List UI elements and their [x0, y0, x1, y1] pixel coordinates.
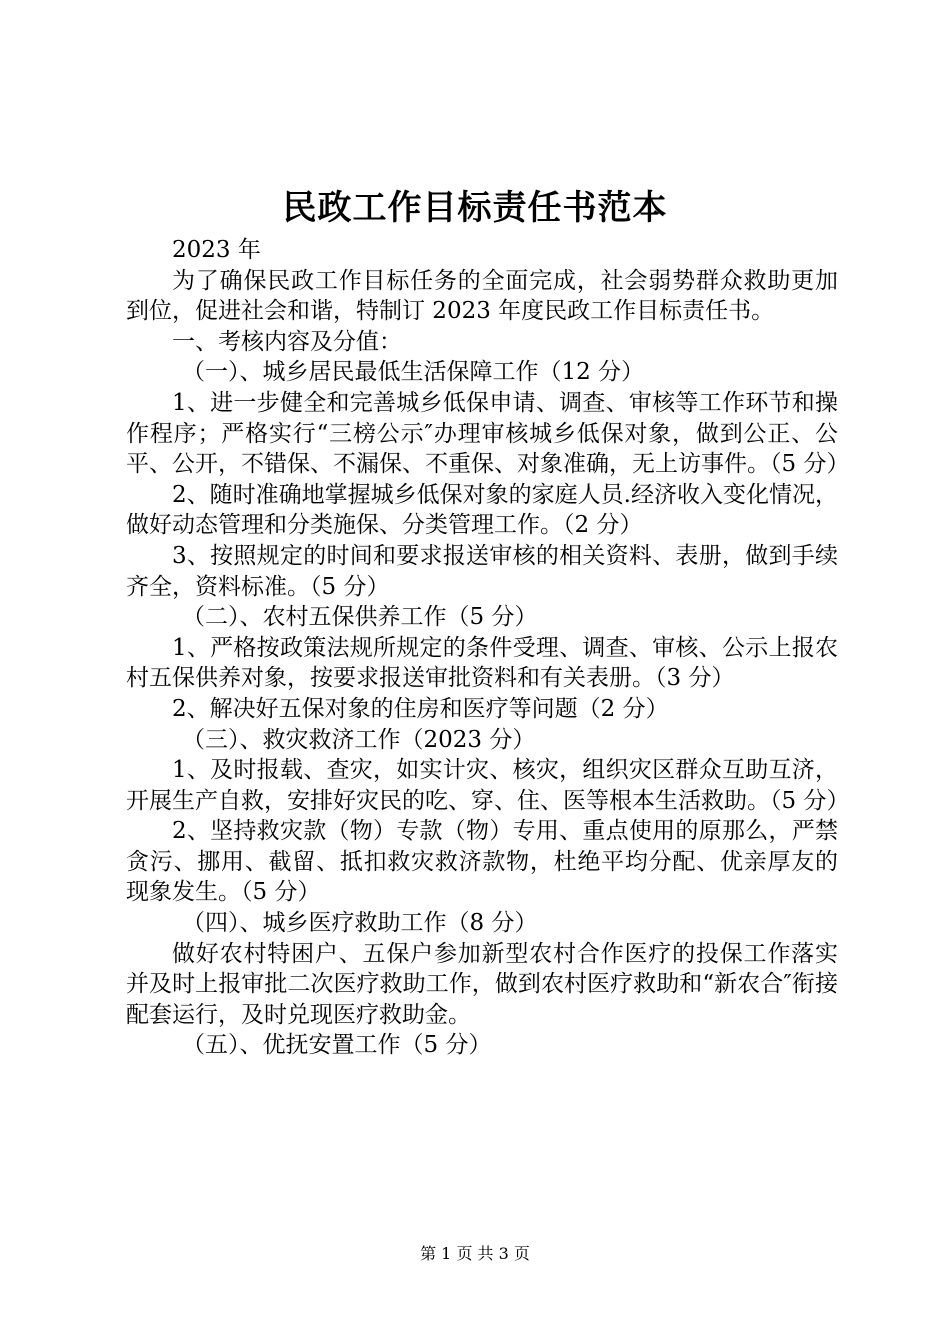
paragraph-item: 1、进一步健全和完善城乡低保申请、调查、审核等工作环节和操作程序；严格实行“三榜公示″办理审核城乡低保对象，做到公正、公平、公开，不错保、不漏保、不重保、对象准确，无上访事件。（5 分）: [126, 389, 850, 478]
paragraph-item: 3、按照规定的时间和要求报送审核的相关资料、表册，做到手续齐全，资料标准。（5 分）: [126, 542, 838, 600]
paragraph-intro: 为了确保民政工作目标任务的全面完成，社会弱势群众救助更加到位，促进社会和谐，特制订 2023 年度民政工作目标责任书。: [126, 267, 838, 325]
subsection-heading-5: （五）、优抚安置工作（5 分）: [182, 1032, 492, 1059]
paragraph-item: 2、随时准确地掌握城乡低保对象的家庭人员.经济收入变化情况，做好动态管理和分类施保、分类管理工作。（2 分）: [126, 481, 838, 539]
subsection-heading-2: （二）、农村五保供养工作（5 分）: [182, 604, 538, 631]
paragraph-year: 2023 年: [172, 237, 261, 263]
paragraph-item: 2、坚持救灾款（物）专款（物）专用、重点使用的原那么，严禁贪污、挪用、截留、抵扣救灾救济款物，杜绝平均分配、优亲厚友的现象发生。（5 分）: [126, 818, 838, 906]
paragraph-item: 2、解决好五保对象的住房和医疗等问题（2 分）: [172, 695, 669, 722]
subsection-heading-4: （四）、城乡医疗救助工作（8 分）: [182, 910, 538, 937]
document-body: [126, 235, 850, 1061]
paragraph-item: 1、严格按政策法规所规定的条件受理、调查、审核、公示上报农村五保供养对象，按要求报送审批资料和有关表册。（3 分）: [126, 634, 838, 692]
section-heading-assessment: 一、考核内容及分值：: [172, 328, 402, 355]
paragraph-item: 做好农村特困户、五保户参加新型农村合作医疗的投保工作落实并及时上报审批二次医疗救助工作，做到农村医疗救助和“新农合″衔接配套运行，及时兑现医疗救助金。: [126, 940, 838, 1028]
paragraph-item: 1、及时报载、查灾，如实计灾、核灾，组织灾区群众互助互济，开展生产自救，安排好灾民的吃、穿、住、医等根本生活救助。（5 分）: [126, 757, 850, 814]
subsection-heading-1: （一）、城乡居民最低生活保障工作（12 分）: [182, 359, 645, 386]
subsection-heading-3: （三）、救灾救济工作（2023 分）: [182, 726, 536, 753]
page-footer: 第 1 页 共 3 页: [420, 1244, 530, 1263]
page-title: 民政工作目标责任书范本: [282, 188, 668, 228]
